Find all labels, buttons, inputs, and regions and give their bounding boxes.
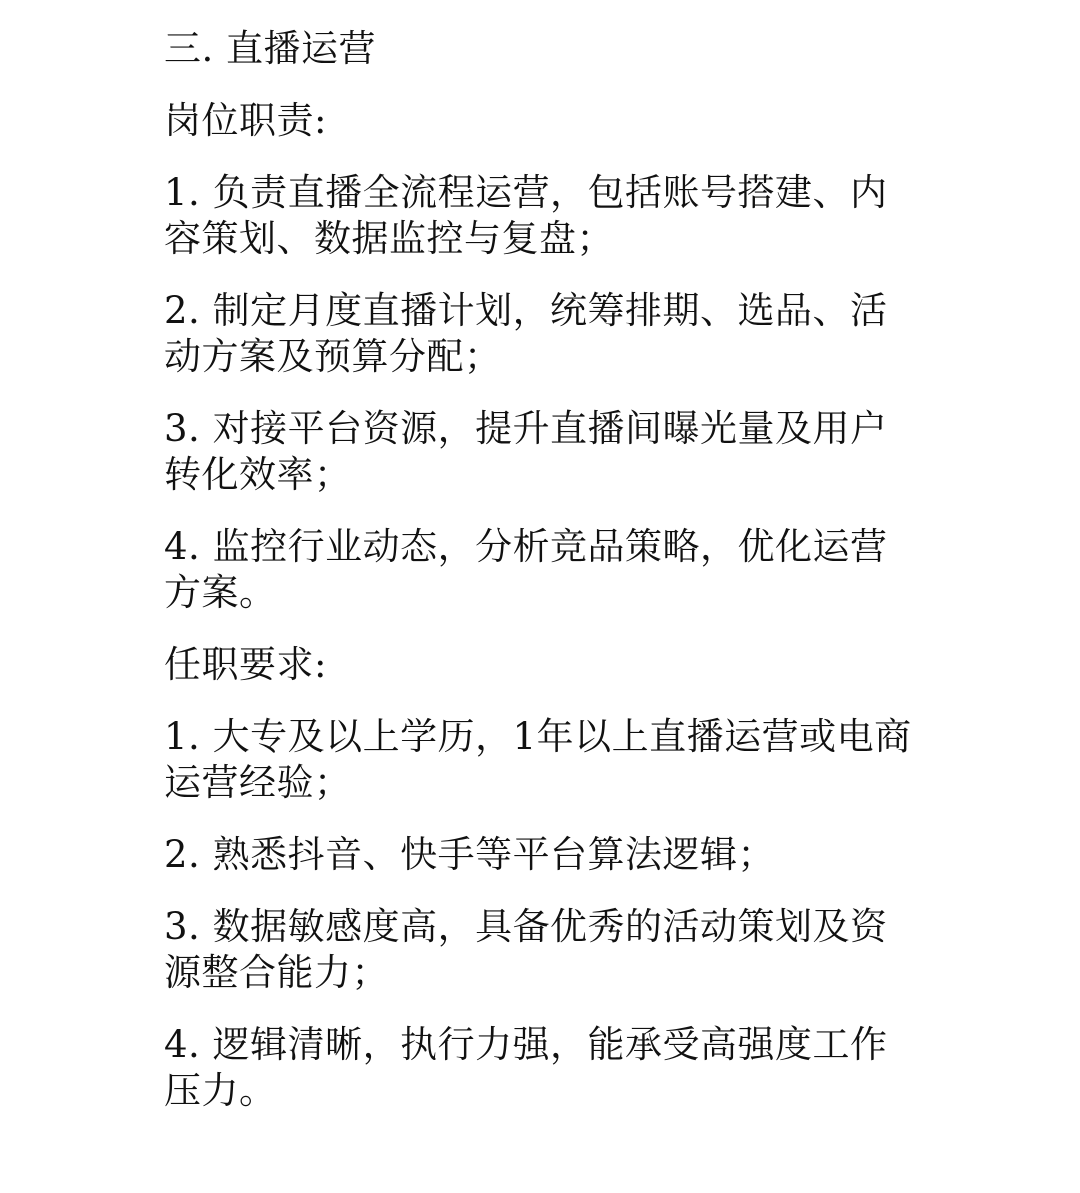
responsibility-item-3: 3. 对接平台资源，提升直播间曝光量及用户转化效率； xyxy=(164,407,888,496)
requirement-item-4: 4. 逻辑清晰，执行力强，能承受高强度工作压力。 xyxy=(164,1023,888,1112)
responsibility-item-1: 1. 负责直播全流程运营，包括账号搭建、内容策划、数据监控与复盘； xyxy=(164,171,888,260)
section-title: 三. 直播运营 xyxy=(164,27,377,70)
responsibility-item-2: 2. 制定月度直播计划，统筹排期、选品、活动方案及预算分配； xyxy=(164,289,888,378)
responsibility-item-4: 4. 监控行业动态，分析竞品策略，优化运营方案。 xyxy=(164,525,888,614)
responsibilities-heading: 岗位职责: xyxy=(164,99,327,142)
requirement-item-3: 3. 数据敏感度高，具备优秀的活动策划及资源整合能力； xyxy=(164,905,888,994)
requirement-item-1: 1. 大专及以上学历，1年以上直播运营或电商运营经验； xyxy=(164,715,912,804)
requirement-item-2: 2. 熟悉抖音、快手等平台算法逻辑； xyxy=(164,833,776,876)
job-description-document xyxy=(164,26,924,1140)
requirements-heading: 任职要求: xyxy=(164,643,327,686)
